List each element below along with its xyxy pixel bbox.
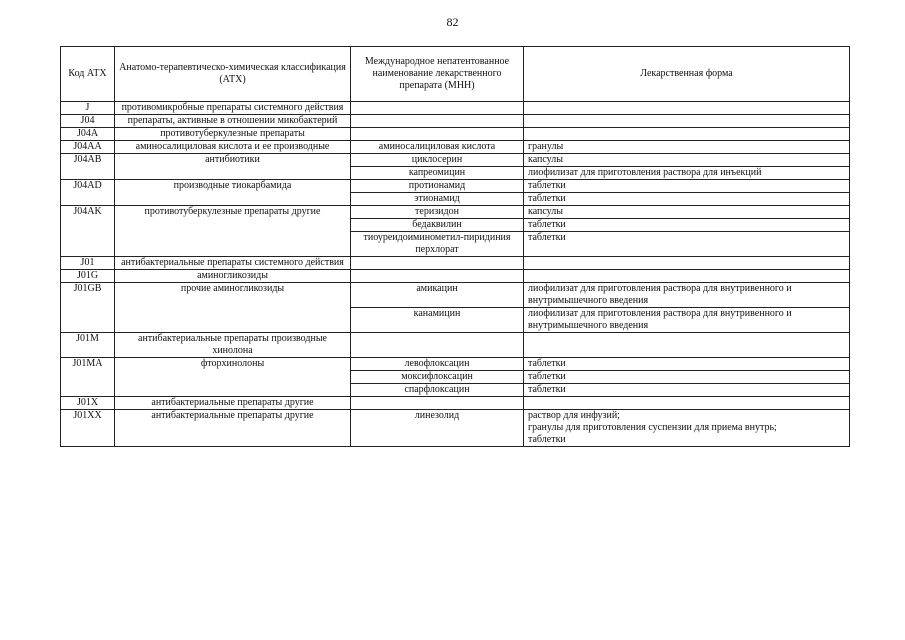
dosage-form-cell bbox=[524, 283, 850, 308]
dosage-form-line: лиофилизат для приготовления раствора для внутривенного и внутримышечного введения bbox=[528, 308, 792, 331]
mnn-cell bbox=[351, 115, 524, 128]
mnn-cell bbox=[351, 257, 524, 270]
mnn-cell: бедаквилин bbox=[351, 219, 524, 232]
mnn-cell bbox=[351, 270, 524, 283]
mnn-cell: этионамид bbox=[351, 193, 524, 206]
atc-code-cell: J01 bbox=[61, 257, 115, 270]
table-row bbox=[61, 410, 850, 447]
dosage-form-line: таблетки bbox=[528, 219, 566, 230]
dosage-form-cell bbox=[524, 193, 850, 206]
mnn-cell: спарфлоксацин bbox=[351, 384, 524, 397]
mnn-cell: тиоуреидоиминометил-пиридиния перхлорат bbox=[351, 232, 524, 257]
mnn-cell: левофлоксацин bbox=[351, 358, 524, 371]
atc-classification-cell: фторхинолоны bbox=[115, 358, 351, 397]
dosage-form-line: таблетки bbox=[528, 434, 566, 445]
mnn-cell bbox=[351, 333, 524, 358]
dosage-form-line: таблетки bbox=[528, 358, 566, 369]
table-row bbox=[61, 128, 850, 141]
dosage-form-line: таблетки bbox=[528, 180, 566, 191]
atc-code-cell: J bbox=[61, 102, 115, 115]
dosage-form-line: таблетки bbox=[528, 384, 566, 395]
dosage-form-cell bbox=[524, 333, 850, 358]
atc-classification-cell: антибактериальные препараты другие bbox=[115, 410, 351, 447]
dosage-form-cell bbox=[524, 270, 850, 283]
atc-code-cell: J01MA bbox=[61, 358, 115, 397]
atc-code-cell: J04A bbox=[61, 128, 115, 141]
mnn-cell bbox=[351, 397, 524, 410]
dosage-form-cell bbox=[524, 358, 850, 371]
dosage-form-cell bbox=[524, 167, 850, 180]
atc-code-cell: J01GB bbox=[61, 283, 115, 333]
header-mnn: Международное непатентованное наименование лекарственного препарата (МНН) bbox=[351, 47, 524, 102]
mnn-cell: линезолид bbox=[351, 410, 524, 447]
dosage-form-cell bbox=[524, 102, 850, 115]
header-form: Лекарственная форма bbox=[524, 47, 850, 102]
page-number: 82 bbox=[446, 15, 459, 29]
table-row bbox=[61, 397, 850, 410]
table-row bbox=[61, 115, 850, 128]
atc-code-cell: J04AA bbox=[61, 141, 115, 154]
dosage-form-cell bbox=[524, 128, 850, 141]
table-row bbox=[61, 358, 850, 371]
mnn-cell: моксифлоксацин bbox=[351, 371, 524, 384]
atc-classification-cell: антибактериальные препараты другие bbox=[115, 397, 351, 410]
atc-code-cell: J01G bbox=[61, 270, 115, 283]
atc-classification-cell: препараты, активные в отношении микобактерий bbox=[115, 115, 351, 128]
table-row bbox=[61, 257, 850, 270]
table-row bbox=[61, 102, 850, 115]
table-row bbox=[61, 333, 850, 358]
dosage-form-line: капсулы bbox=[528, 206, 563, 217]
atc-code-cell: J01X bbox=[61, 397, 115, 410]
header-code: Код АТХ bbox=[61, 47, 115, 102]
atc-classification-cell: антибиотики bbox=[115, 154, 351, 180]
dosage-form-cell bbox=[524, 219, 850, 232]
dosage-form-cell bbox=[524, 257, 850, 270]
atc-classification-cell: аминогликозиды bbox=[115, 270, 351, 283]
dosage-form-cell bbox=[524, 232, 850, 257]
atc-code-cell: J01XX bbox=[61, 410, 115, 447]
dosage-form-cell bbox=[524, 410, 850, 447]
mnn-cell: капреомицин bbox=[351, 167, 524, 180]
atc-classification-cell: производные тиокарбамида bbox=[115, 180, 351, 206]
dosage-form-cell bbox=[524, 180, 850, 193]
mnn-cell: теризидон bbox=[351, 206, 524, 219]
dosage-form-line: таблетки bbox=[528, 371, 566, 382]
table-header-row bbox=[61, 47, 850, 102]
table-row bbox=[61, 283, 850, 308]
atc-code-cell: J04AK bbox=[61, 206, 115, 257]
table-row bbox=[61, 180, 850, 193]
atc-classification-cell: противотуберкулезные препараты другие bbox=[115, 206, 351, 257]
table-row bbox=[61, 270, 850, 283]
mnn-cell: канамицин bbox=[351, 308, 524, 333]
atc-code-cell: J04 bbox=[61, 115, 115, 128]
atc-classification-cell: антибактериальные препараты производные хинолона bbox=[115, 333, 351, 358]
dosage-form-cell bbox=[524, 308, 850, 333]
table-row bbox=[61, 141, 850, 154]
dosage-form-cell bbox=[524, 384, 850, 397]
atc-code-cell: J01M bbox=[61, 333, 115, 358]
mnn-cell: протионамид bbox=[351, 180, 524, 193]
table-row bbox=[61, 206, 850, 219]
atc-classification-cell: противотуберкулезные препараты bbox=[115, 128, 351, 141]
dosage-form-line: гранулы для приготовления суспензии для приема внутрь; bbox=[528, 422, 777, 433]
table-body bbox=[61, 102, 850, 447]
header-atc: Анатомо-терапевтическо-химическая классификация (АТХ) bbox=[115, 47, 351, 102]
drug-classification-table bbox=[60, 46, 850, 447]
table-row bbox=[61, 154, 850, 167]
dosage-form-cell bbox=[524, 371, 850, 384]
atc-code-cell: J04AD bbox=[61, 180, 115, 206]
dosage-form-line: таблетки bbox=[528, 193, 566, 204]
dosage-form-cell bbox=[524, 206, 850, 219]
atc-classification-cell: прочие аминогликозиды bbox=[115, 283, 351, 333]
dosage-form-cell bbox=[524, 397, 850, 410]
dosage-form-cell bbox=[524, 141, 850, 154]
dosage-form-line: раствор для инфузий; bbox=[528, 410, 620, 421]
dosage-form-line: капсулы bbox=[528, 154, 563, 165]
mnn-cell: амикацин bbox=[351, 283, 524, 308]
mnn-cell: аминосалициловая кислота bbox=[351, 141, 524, 154]
mnn-cell bbox=[351, 102, 524, 115]
mnn-cell: циклосерин bbox=[351, 154, 524, 167]
dosage-form-line: таблетки bbox=[528, 232, 566, 243]
atc-classification-cell: аминосалициловая кислота и ее производные bbox=[115, 141, 351, 154]
atc-classification-cell: противомикробные препараты системного действия bbox=[115, 102, 351, 115]
atc-code-cell: J04AB bbox=[61, 154, 115, 180]
dosage-form-line: лиофилизат для приготовления раствора для внутривенного и внутримышечного введения bbox=[528, 283, 792, 306]
dosage-form-line: гранулы bbox=[528, 141, 564, 152]
atc-classification-cell: антибактериальные препараты системного действия bbox=[115, 257, 351, 270]
dosage-form-cell bbox=[524, 115, 850, 128]
dosage-form-cell bbox=[524, 154, 850, 167]
dosage-form-line: лиофилизат для приготовления раствора для инъекций bbox=[528, 167, 762, 178]
mnn-cell bbox=[351, 128, 524, 141]
